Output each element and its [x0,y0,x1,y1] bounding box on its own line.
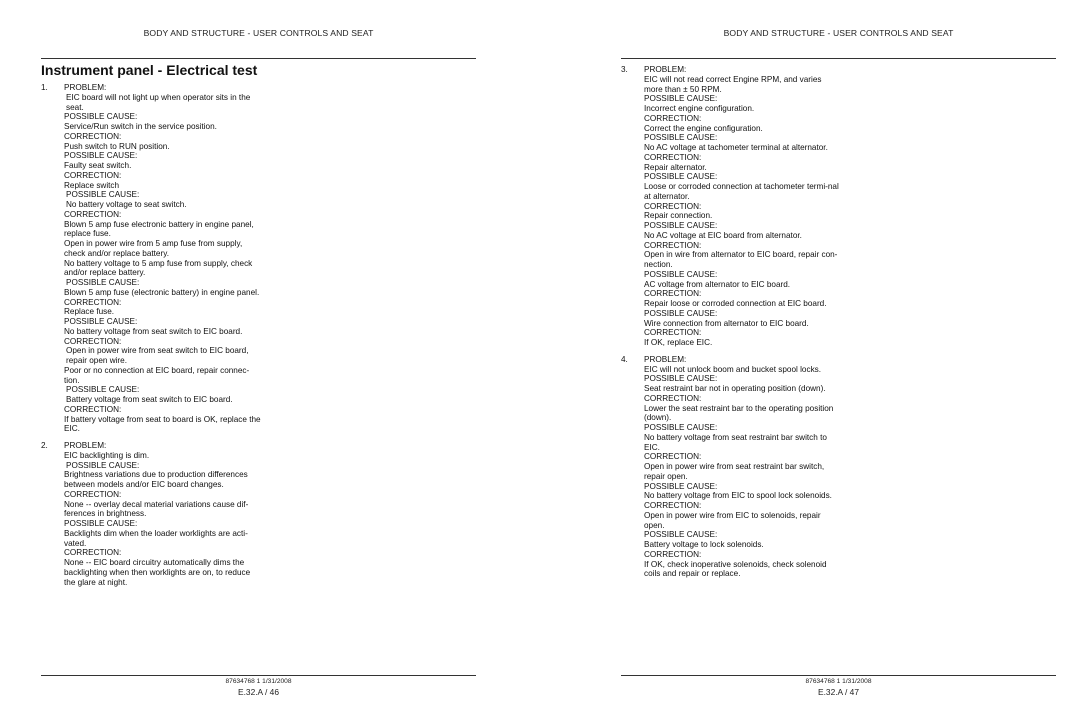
item-line: POSSIBLE CAUSE: [644,530,718,540]
item-line: Lower the seat restraint bar to the operating position (down). [644,403,834,423]
item-line: CORRECTION: [644,289,702,299]
item-line: Service/Run switch in the service position. [64,122,217,131]
item-line: POSSIBLE CAUSE: [644,374,718,384]
item-line: Brightness variations due to production differences between models and/or EIC board changes. [64,470,248,489]
item-number: 4. [621,354,628,364]
item-line: Wire connection from alternator to EIC board. [644,318,809,328]
item-line: EIC will not read correct Engine RPM, and varies more than ± 50 RPM. [644,74,822,94]
item-line: CORRECTION: [644,501,702,510]
item-line: CORRECTION: [644,113,702,123]
item-line: POSSIBLE CAUSE: [66,385,140,395]
item-line: CORRECTION: [64,297,122,307]
item-line: Open in wire from alternator to EIC board, repair con-nection. [644,250,838,269]
item-line: No battery voltage from EIC to spool lock solenoids. [644,491,832,501]
item-line: No AC voltage at EIC board from alternator. [644,230,802,240]
footer-divider [621,675,1056,676]
troubleshooting-list [41,83,476,594]
item-line: POSSIBLE CAUSE: [644,94,718,104]
item-line: POSSIBLE CAUSE: [644,221,718,230]
item-line: Replace switch [64,180,120,190]
item-body [644,65,841,348]
item-line: Repair alternator. [644,162,707,172]
item-line: POSSIBLE CAUSE: [66,278,140,287]
item-line: CORRECTION: [644,240,702,250]
item-line: No battery voltage to 5 amp fuse from supply, check and/or replace battery. [64,258,253,278]
item-line: POSSIBLE CAUSE: [64,519,138,528]
item-line: CORRECTION: [64,404,122,414]
item-line: If OK, replace EIC. [644,338,713,347]
troubleshooting-item [621,65,1056,348]
header-divider [621,58,1056,59]
running-header: BODY AND STRUCTURE - USER CONTROLS AND SEAT [143,28,374,38]
footer-document-code: 87634768 1 1/31/2008 [805,678,872,685]
item-line: No battery voltage from seat switch to EIC board. [64,326,243,336]
item-line: CORRECTION: [644,452,702,462]
item-line: CORRECTION: [644,152,702,162]
troubleshooting-item [41,441,476,587]
item-line: POSSIBLE CAUSE: [64,151,138,161]
item-line: POSSIBLE CAUSE: [644,423,718,432]
item-line: Push switch to RUN position. [64,141,170,151]
item-line: Correct the engine configuration. [644,123,763,133]
item-line: EIC backlighting is dim. [64,450,150,460]
troubleshooting-item [621,355,1056,579]
running-header: BODY AND STRUCTURE - USER CONTROLS AND SEAT [723,28,954,38]
item-line: Open in power wire from seat switch to EIC board, repair open wire. [66,346,249,365]
item-line: Repair connection. [644,211,713,221]
item-line: Loose or corroded connection at tachometer termi-nal at alternator. [644,182,839,201]
item-line: POSSIBLE CAUSE: [644,269,718,279]
item-line: Battery voltage to lock solenoids. [644,540,764,549]
item-line: AC voltage from alternator to EIC board. [644,279,791,289]
footer-divider [41,675,476,676]
item-line: CORRECTION: [64,131,122,141]
item-line: PROBLEM: [644,65,687,74]
item-line: CORRECTION: [64,209,122,219]
item-line: CORRECTION: [644,328,702,338]
left-page [41,0,476,714]
item-line: Poor or no connection at EIC board, repair connec-tion. [64,365,250,385]
item-line: CORRECTION: [64,170,122,180]
item-line: CORRECTION: [644,393,702,403]
right-page [621,0,1056,714]
item-line: No battery voltage from seat restraint bar switch to EIC. [644,432,827,452]
item-line: Blown 5 amp fuse electronic battery in engine panel, replace fuse. [64,219,254,239]
item-line: Repair loose or corroded connection at EIC board. [644,299,827,308]
footer-document-code: 87634768 1 1/31/2008 [225,678,292,685]
item-number: 2. [41,441,48,450]
item-body [64,83,261,434]
item-line: No battery voltage to seat switch. [66,200,187,209]
footer-page-number: E.32.A / 47 [818,687,859,697]
item-line: If battery voltage from seat to board is OK, replace the EIC. [64,414,261,434]
item-line: POSSIBLE CAUSE: [644,133,718,143]
footer-page-number: E.32.A / 46 [238,687,279,697]
item-line: Backlights dim when the loader worklights are acti-vated. [64,528,248,548]
item-line: Open in power wire from EIC to solenoids, repair open. [644,510,821,530]
item-line: EIC will not unlock boom and bucket spool locks. [644,364,822,374]
item-body [644,355,841,579]
troubleshooting-list [621,65,1056,586]
item-line: Incorrect engine configuration. [644,104,755,113]
troubleshooting-item [41,83,476,434]
item-line: CORRECTION: [644,201,702,211]
item-line: POSSIBLE CAUSE: [66,460,140,470]
item-line: Faulty seat switch. [64,161,132,170]
item-line: POSSIBLE CAUSE: [66,190,140,200]
item-line: CORRECTION: [64,336,122,346]
item-line: Battery voltage from seat switch to EIC board. [66,395,233,404]
item-line: None -- overlay decal material variations cause dif-ferences in brightness. [64,499,249,519]
item-line: POSSIBLE CAUSE: [644,308,718,318]
item-line: PROBLEM: [64,441,107,450]
item-line: Open in power wire from seat restraint bar switch, repair open. [644,462,825,481]
item-line: POSSIBLE CAUSE: [64,317,138,326]
item-line: Blown 5 amp fuse (electronic battery) in engine panel. [64,287,260,297]
item-line: CORRECTION: [64,489,122,499]
item-line: POSSIBLE CAUSE: [644,481,718,491]
item-line: CORRECTION: [64,548,122,558]
item-line: Seat restraint bar not in operating position (down). [644,384,826,393]
item-line: PROBLEM: [64,83,107,92]
item-line: EIC board will not light up when operator sits in the seat. [66,92,251,112]
item-line: Replace fuse. [64,307,115,317]
item-line: None -- EIC board circuitry automatically dims the backlighting when then worklights are on, to reduce the glare at night. [64,558,251,587]
page-title: Instrument panel - Electrical test [41,62,258,78]
item-line: POSSIBLE CAUSE: [644,172,718,182]
item-number: 3. [621,65,628,74]
item-line: No AC voltage at tachometer terminal at alternator. [644,143,828,152]
item-line: CORRECTION: [644,549,702,559]
item-number: 1. [41,83,48,92]
item-line: If OK, check inoperative solenoids, check solenoid coils and repair or replace. [644,559,827,579]
item-line: PROBLEM: [644,354,687,364]
item-body [64,441,261,587]
item-line: POSSIBLE CAUSE: [64,112,138,122]
header-divider [41,58,476,59]
item-line: Open in power wire from 5 amp fuse from supply, check and/or replace battery. [64,239,243,258]
